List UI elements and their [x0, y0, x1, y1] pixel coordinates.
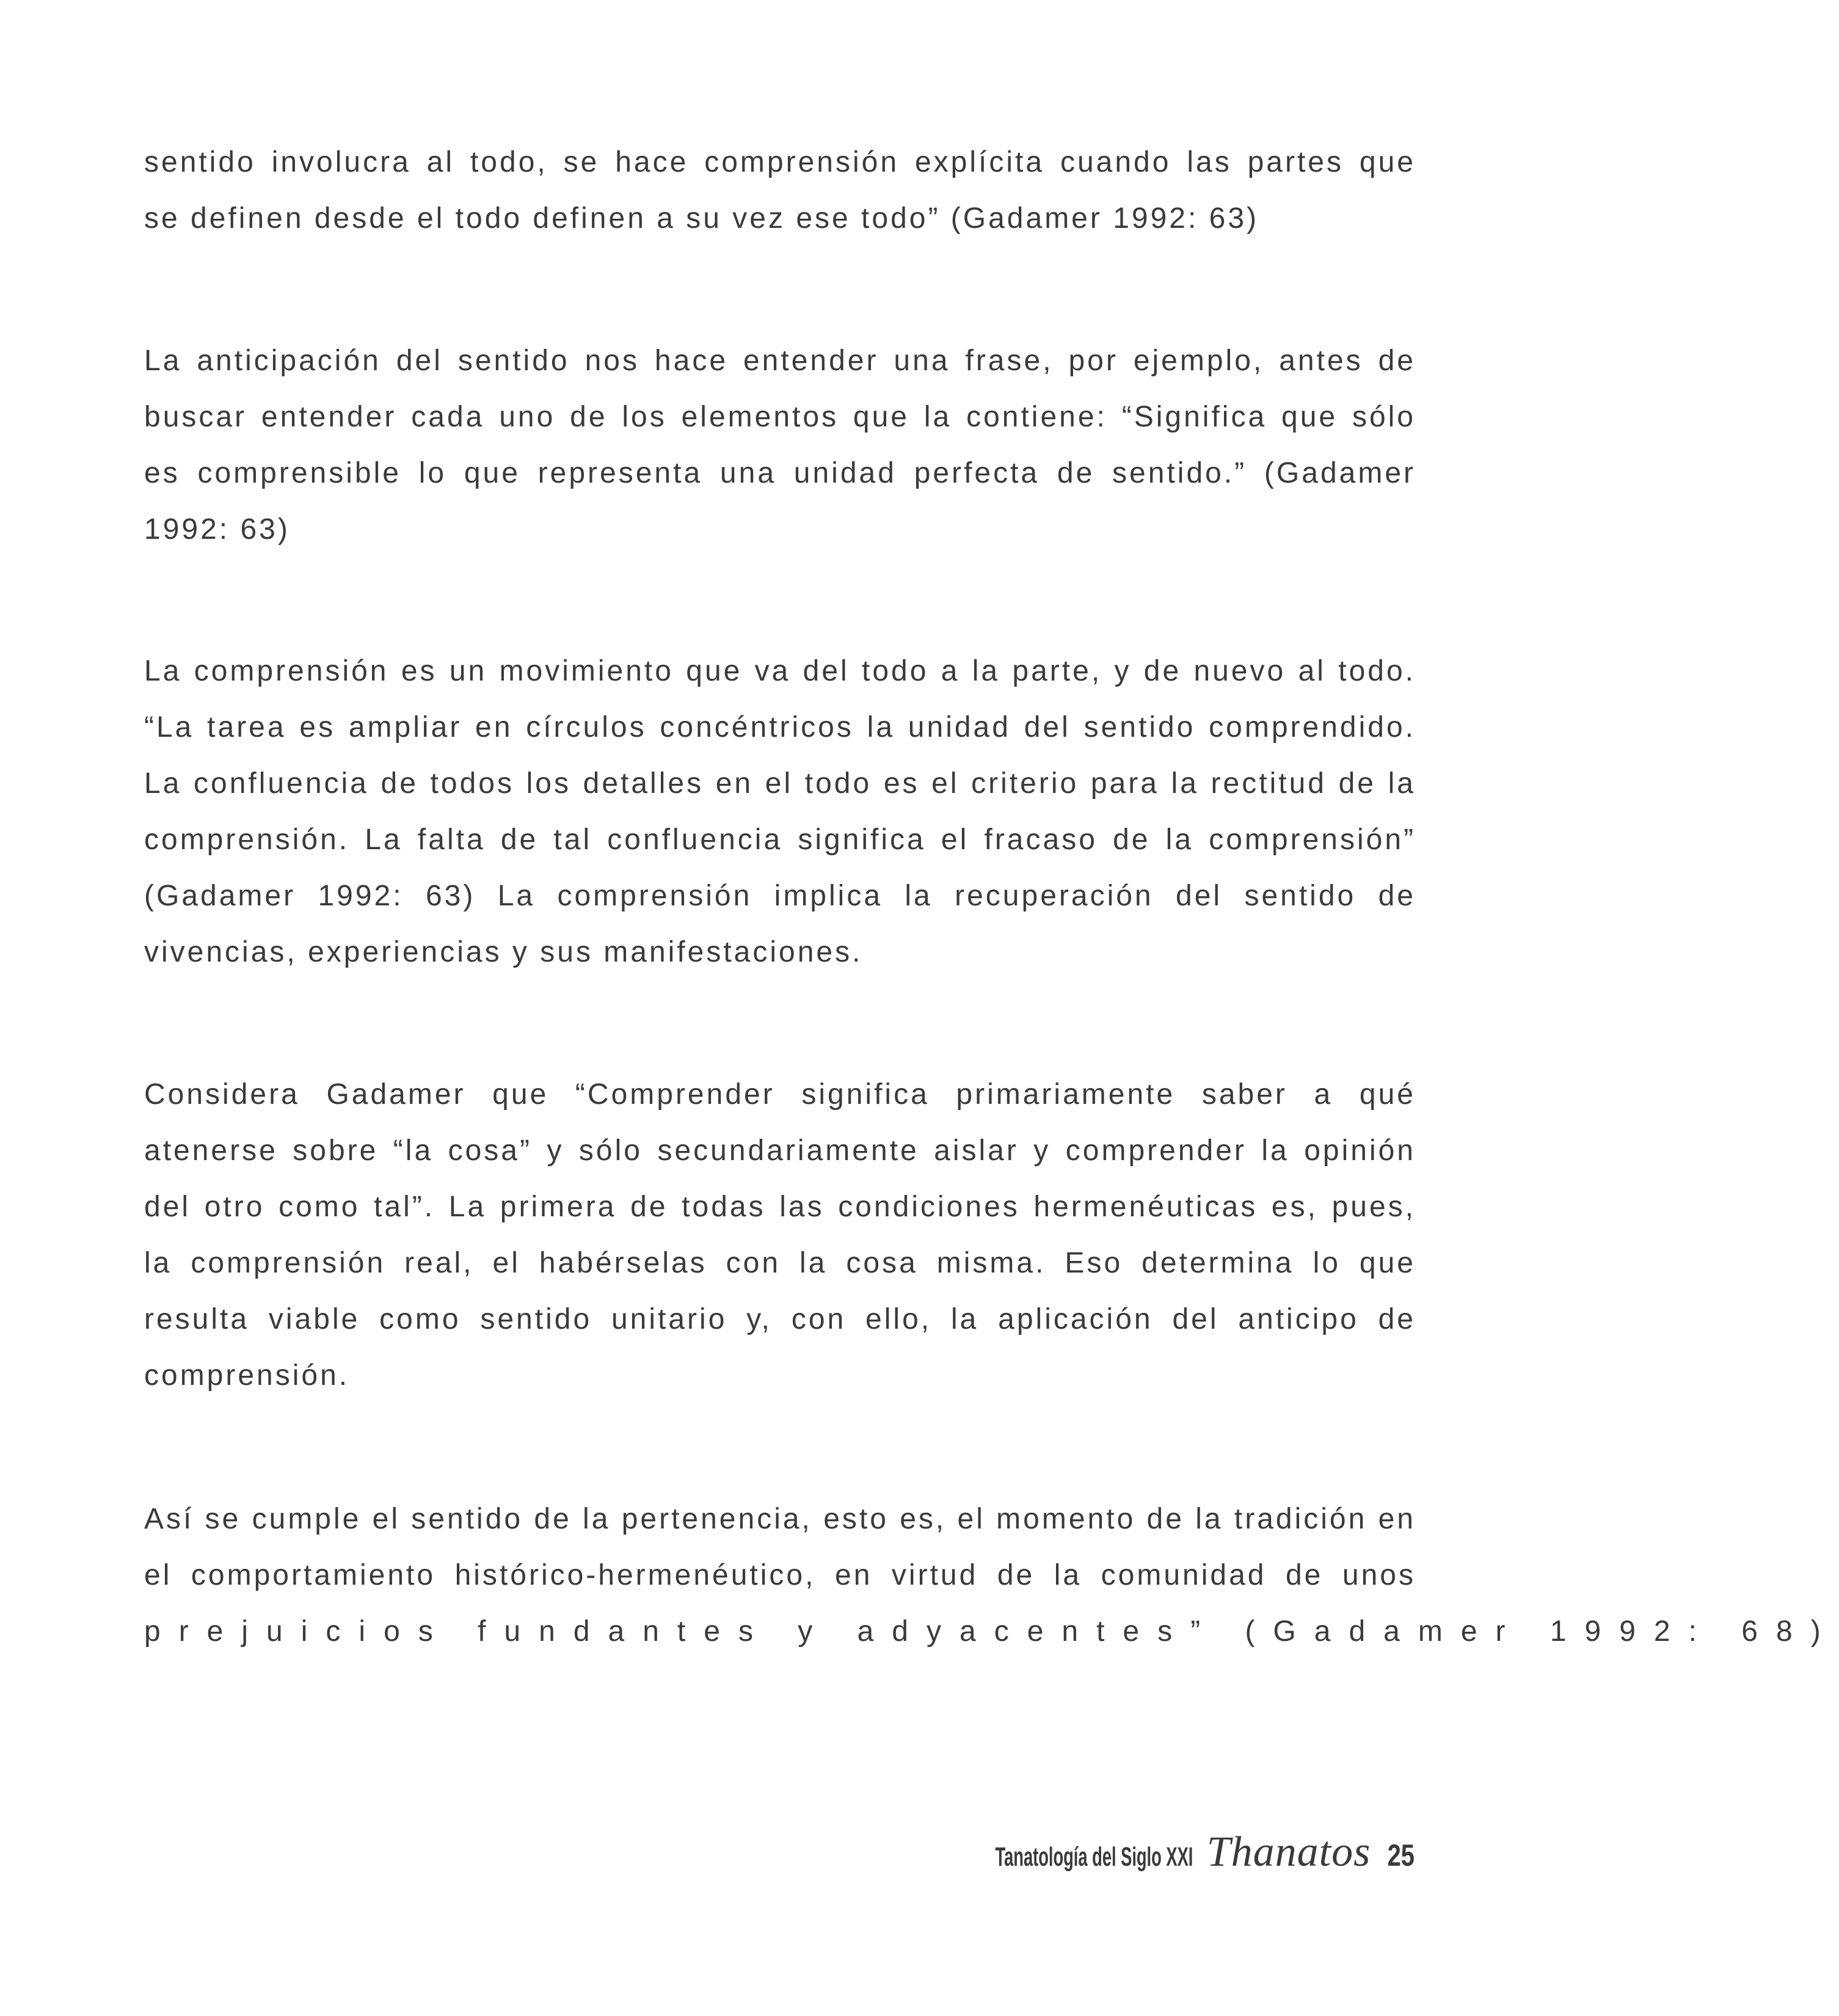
paragraph-line: comprensión.: [144, 1359, 350, 1392]
paragraph-line: sentido involucra al todo, se hace comprensión explícita cuando las partes que: [144, 146, 1416, 178]
paragraph-line: buscar entender cada uno de los elementos que la contiene: “Significa que sólo: [144, 401, 1416, 433]
paragraph-line: 1992: 63): [144, 513, 290, 546]
paragraph-line: “La tarea es ampliar en círculos concéntricos la unidad del sentido comprendido.: [144, 711, 1416, 743]
paragraph-line: la comprensión real, el habérselas con la cosa misma. Eso determina lo que: [144, 1247, 1416, 1279]
paragraph-line: (Gadamer 1992: 63) La comprensión implica la recuperación del sentido de: [144, 880, 1416, 912]
paragraph-line: Así se cumple el sentido de la pertenencia, esto es, el momento de la tradición en: [144, 1503, 1416, 1535]
page-number: 25: [1387, 1838, 1415, 1872]
thanatos-logo: Thanatos: [1206, 1828, 1371, 1875]
paragraph-line: atenerse sobre “la cosa” y sólo secundariamente aislar y comprender la opinión: [144, 1134, 1416, 1167]
paragraph-line: del otro como tal”. La primera de todas las condiciones hermenéuticas es, pues,: [144, 1191, 1416, 1223]
paragraph-line: La confluencia de todos los detalles en el todo es el criterio para la rectitud de la: [144, 767, 1416, 800]
paragraph-line: La comprensión es un movimiento que va del todo a la parte, y de nuevo al todo.: [144, 655, 1416, 687]
paragraph-line: vivencias, experiencias y sus manifestaciones.: [144, 936, 863, 968]
journal-title: Tanatología del Siglo XXI: [995, 1842, 1193, 1872]
paragraph-line: Considera Gadamer que “Comprender significa primariamente saber a qué: [144, 1078, 1416, 1111]
paragraph-line: comprensión. La falta de tal confluencia significa el fracaso de la comprensión”: [144, 824, 1416, 856]
paragraph-line: La anticipación del sentido nos hace entender una frase, por ejemplo, antes de: [144, 345, 1416, 377]
paragraph-line: se definen desde el todo definen a su vez ese todo” (Gadamer 1992: 63): [144, 202, 1259, 235]
paragraph-line: el comportamiento histórico-hermenéutico, en virtud de la comunidad de unos: [144, 1559, 1416, 1591]
paragraph-line: prejuicios fundantes y adyacentes” (Gadamer 1992: 68): [144, 1615, 1839, 1648]
page-footer: [972, 1828, 1418, 1877]
paragraph-line: resulta viable como sentido unitario y, con ello, la aplicación del anticipo de: [144, 1303, 1416, 1335]
paragraph-line: es comprensible lo que representa una unidad perfecta de sentido.” (Gadamer: [144, 457, 1416, 489]
